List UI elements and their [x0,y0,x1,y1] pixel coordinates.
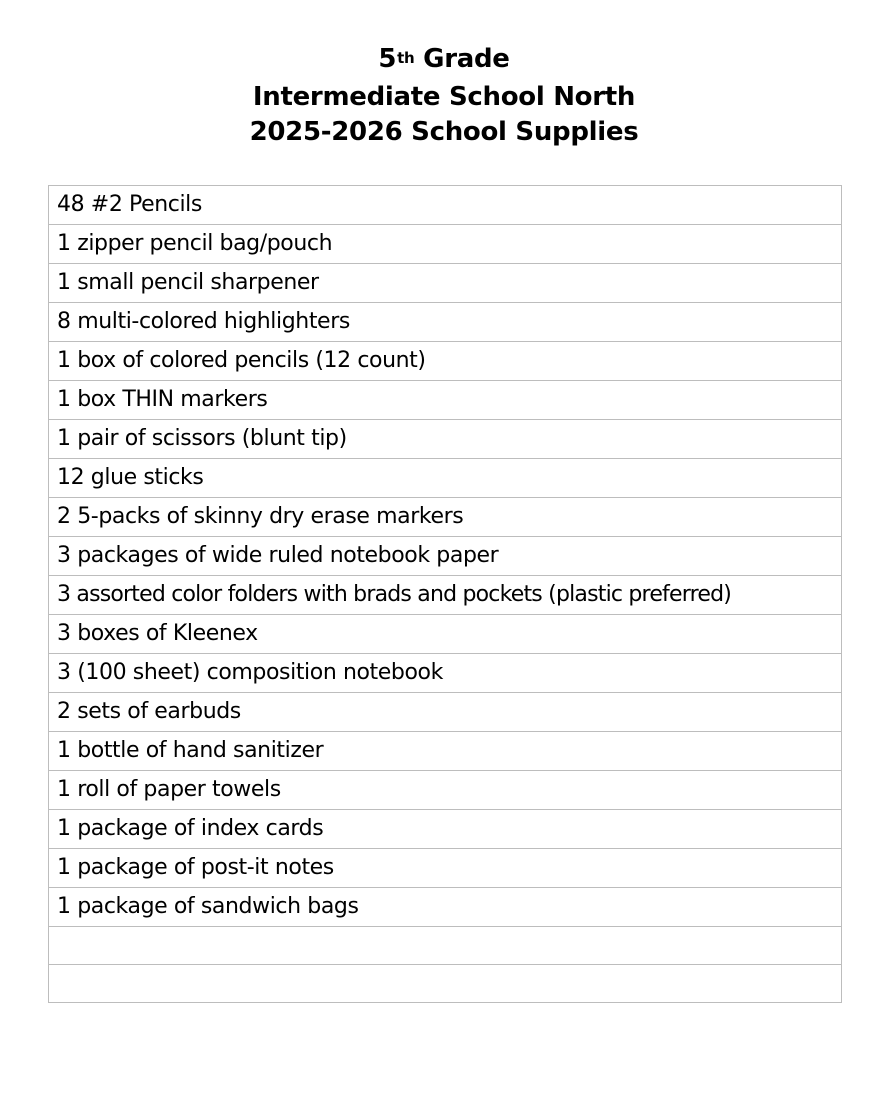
table-row [49,693,842,732]
table-row [49,576,842,615]
supply-item: 1 small pencil sharpener [49,264,842,303]
table-row [49,927,842,965]
table-row [49,810,842,849]
supply-item: 12 glue sticks [49,459,842,498]
table-row [49,732,842,771]
supply-item: 3 boxes of Kleenex [49,615,842,654]
supply-item: 48 #2 Pencils [49,186,842,225]
supply-item: 1 zipper pencil bag/pouch [49,225,842,264]
table-row [49,654,842,693]
table-row [49,849,842,888]
grade-word: Grade [423,44,510,74]
supply-item: 2 sets of earbuds [49,693,842,732]
table-row [49,342,842,381]
grade-suffix: th [397,49,415,67]
school-name: Intermediate School North [252,82,636,112]
list-title: 2025-2026 School Supplies [249,117,639,147]
supply-item: 2 5-packs of skinny dry erase markers [49,498,842,537]
supply-item: 1 package of sandwich bags [49,888,842,927]
table-row [49,381,842,420]
table-row [49,303,842,342]
supply-item: 1 package of index cards [49,810,842,849]
document-header [0,42,888,150]
table-row [49,264,842,303]
supply-item: 1 box THIN markers [49,381,842,420]
grade-heading [0,42,888,80]
supply-item: 1 package of post-it notes [49,849,842,888]
empty-row-cell [49,927,842,965]
supply-item: 3 packages of wide ruled notebook paper [49,537,842,576]
supply-item: 8 multi-colored highlighters [49,303,842,342]
table-row [49,965,842,1003]
supply-item: 3 assorted color folders with brads and pockets (plastic preferred) [49,576,842,615]
table-row [49,459,842,498]
table-row [49,420,842,459]
empty-row-cell [49,965,842,1003]
table-row [49,888,842,927]
supply-item: 1 pair of scissors (blunt tip) [49,420,842,459]
table-row [49,615,842,654]
table-row [49,771,842,810]
table-row [49,498,842,537]
table-row [49,225,842,264]
grade-number: 5 [378,44,397,74]
table-row [49,537,842,576]
supply-item: 1 bottle of hand sanitizer [49,732,842,771]
supplies-table [48,185,842,1003]
supply-item: 1 box of colored pencils (12 count) [49,342,842,381]
supply-item: 1 roll of paper towels [49,771,842,810]
supply-item: 3 (100 sheet) composition notebook [49,654,842,693]
table-row [49,186,842,225]
